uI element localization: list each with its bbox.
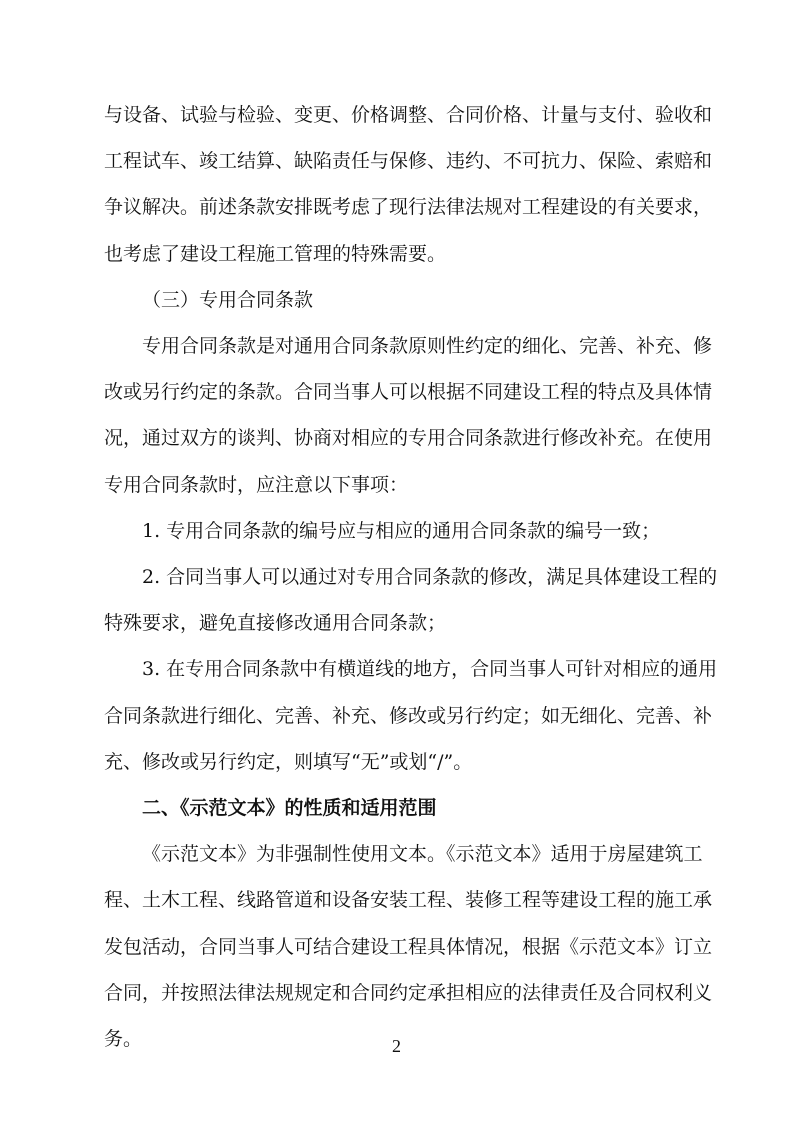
paragraph-1-line-2: 工程试车、竣工结算、缺陷责任与保修、违约、不可抗力、保险、索赔和 xyxy=(104,150,713,172)
paragraph-3-line-3: 发包活动，合同当事人可结合建设工程具体情况，根据《示范文本》订立 xyxy=(104,936,713,958)
paragraph-1-line-3: 争议解决。前述条款安排既考虑了现行法律法规对工程建设的有关要求， xyxy=(104,196,713,218)
paragraph-3-line-4: 合同，并按照法律法规规定和合同约定承担相应的法律责任及合同权利义 xyxy=(104,982,713,1004)
paragraph-2-line-3: 况，通过双方的谈判、协商对相应的专用合同条款进行修改补充。在使用 xyxy=(104,427,713,449)
paragraph-3-line-5: 务。 xyxy=(104,1028,143,1050)
paragraph-2-line-4: 专用合同条款时，应注意以下事项： xyxy=(104,474,409,496)
item-2-line-1: 2. 合同当事人可以通过对专用合同条款的修改，满足具体建设工程的 xyxy=(142,566,718,588)
page-number: 2 xyxy=(392,1036,401,1056)
item-3-line-1: 3. 在专用合同条款中有横道线的地方，合同当事人可针对相应的通用 xyxy=(142,658,718,680)
section-3-heading: （三）专用合同条款 xyxy=(142,289,314,311)
paragraph-1-line-1: 与设备、试验与检验、变更、价格调整、合同价格、计量与支付、验收和 xyxy=(104,104,713,126)
section-2-heading: 二、《示范文本》的性质和适用范围 xyxy=(142,797,437,819)
item-3-line-2: 合同条款进行细化、完善、补充、修改或另行约定；如无细化、完善、补 xyxy=(104,705,713,727)
paragraph-1-line-4: 也考虑了建设工程施工管理的特殊需要。 xyxy=(104,243,447,265)
paragraph-2-line-1: 专用合同条款是对通用合同条款原则性约定的细化、完善、补充、修 xyxy=(142,335,713,357)
paragraph-2-line-2: 改或另行约定的条款。合同当事人可以根据不同建设工程的特点及具体情 xyxy=(104,381,713,403)
item-1-line-1: 1. 专用合同条款的编号应与相应的通用合同条款的编号一致； xyxy=(142,520,661,542)
paragraph-3-line-1: 《示范文本》为非强制性使用文本。《示范文本》适用于房屋建筑工 xyxy=(142,843,703,865)
item-3-line-3: 充、修改或另行约定，则填写“无”或划“/”。 xyxy=(104,751,473,773)
item-2-line-2: 特殊要求，避免直接修改通用合同条款； xyxy=(104,612,447,634)
paragraph-3-line-2: 程、土木工程、线路管道和设备安装工程、装修工程等建设工程的施工承 xyxy=(104,889,713,911)
